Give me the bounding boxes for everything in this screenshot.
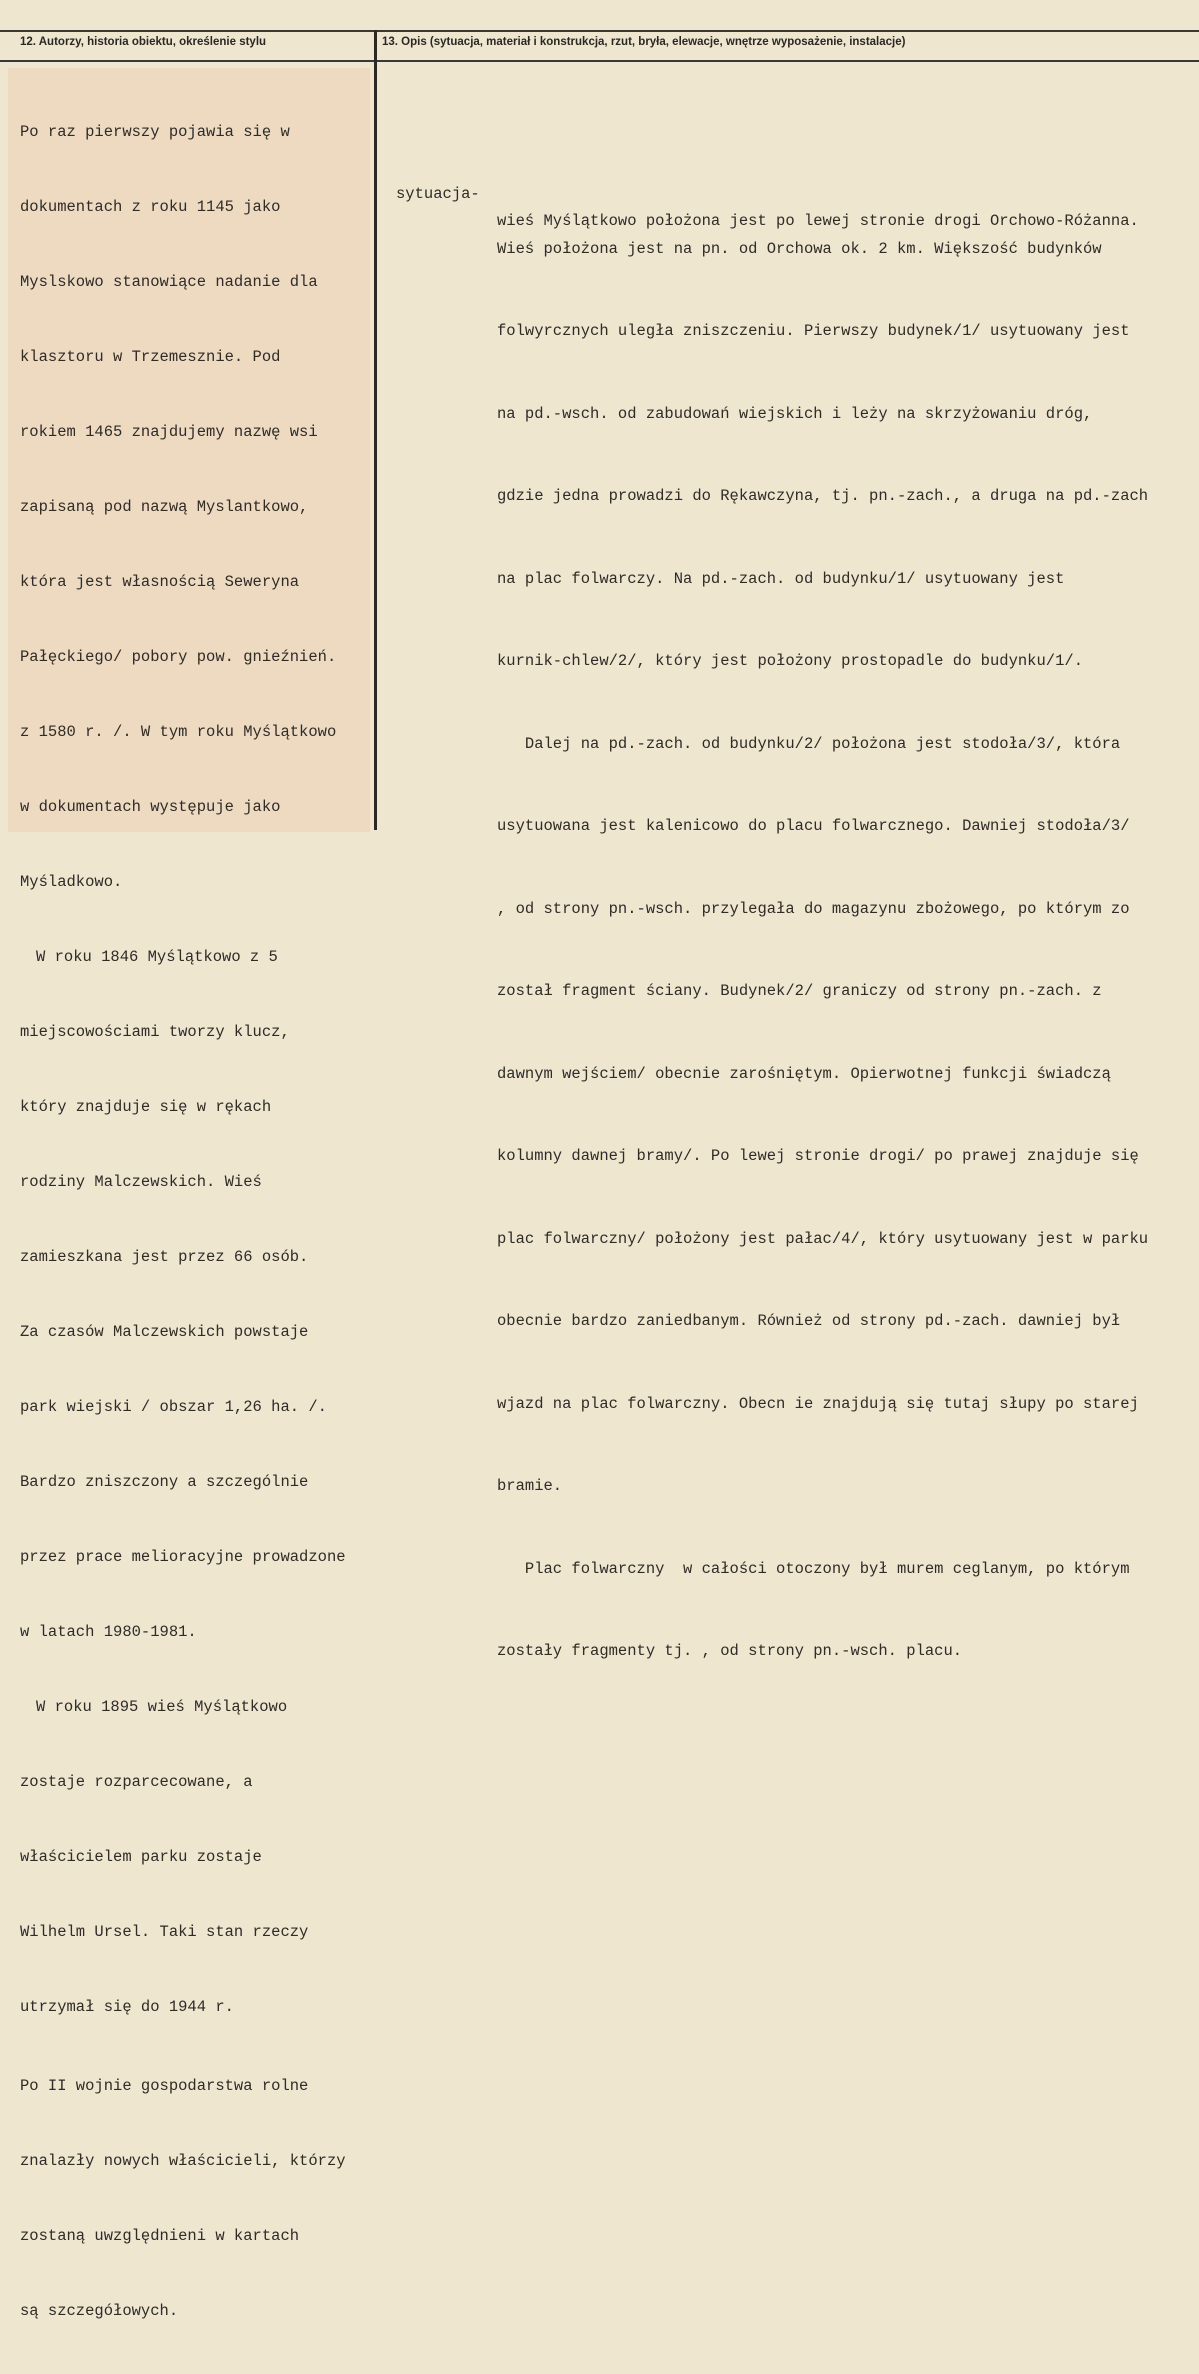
text-line <box>396 1143 1199 1171</box>
text-line <box>396 1473 1199 1501</box>
text-line-content: Plac folwarczny w całości otoczony był murem ceglanym, po którym <box>497 1559 1130 1578</box>
text-line: klasztoru w Trzemesznie. Pod <box>20 348 281 366</box>
text-line <box>396 318 1199 346</box>
text-line: Bardzo zniszczony a szczególnie <box>20 1473 309 1491</box>
text-line <box>396 896 1199 924</box>
text-line-content: Dalej na pd.-zach. od budynku/2/ położona jest stodoła/3/, która <box>497 734 1121 753</box>
text-line: Po raz pierwszy pojawia się w <box>20 123 290 141</box>
text-line-content: folwyrcznych uległa zniszczeniu. Pierwszy budynek/1/ usytuowany jest <box>497 322 1130 340</box>
top-rule <box>0 30 1199 32</box>
text-line <box>396 813 1199 841</box>
text-line: zapisaną pod nazwą Myslantkowo, <box>20 498 309 516</box>
text-line: zostaje rozparcecowane, a <box>20 1773 253 1791</box>
text-line-content: na pd.-wsch. od zabudowań wiejskich i leży na skrzyżowaniu dróg, <box>497 404 1093 423</box>
text-line-content: bramie. <box>497 1477 563 1495</box>
text-line-content: obecnie bardzo zaniedbanym. Również od strony pd.-zach. dawniej był <box>497 1312 1121 1330</box>
text-line-content: plac folwarczny/ położony jest pałac/4/, który usytuowany jest w parku <box>497 1229 1149 1248</box>
header-rule <box>0 60 1199 62</box>
text-line: miejscowościami tworzy klucz, <box>20 1023 290 1041</box>
text-line: rodziny Malczewskich. Wieś <box>20 1173 262 1191</box>
text-line-content: gdzie jedna prowadzi do Rękawczyna, tj. pn.-zach., a druga na pd.-zach <box>497 487 1149 505</box>
text-line: w dokumentach występuje jako <box>20 798 281 816</box>
text-line-content: wjazd na plac folwarczny. Obecn ie znajdują się tutaj słupy po starej <box>497 1394 1139 1413</box>
text-line <box>396 401 1199 429</box>
text-line <box>396 566 1199 594</box>
description-text <box>396 98 1199 1721</box>
text-line: przez prace melioracyjne prowadzone <box>20 1548 346 1566</box>
text-line: dokumentach z roku 1145 jako <box>20 198 281 216</box>
text-line-content: dawnym wejściem/ obecnie zarośniętym. Opierwotnej funkcji świadczą <box>497 1064 1111 1083</box>
text-line-content: został fragment ściany. Budynek/2/ graniczy od strony pn.-zach. z <box>497 982 1102 1000</box>
text-line-content: kolumny dawnej bramy/. Po lewej stronie drogi/ po prawej znajduje się <box>497 1147 1139 1165</box>
situation-label: sytuacja- <box>396 184 480 203</box>
text-line: właścicielem parku zostaje <box>20 1848 262 1866</box>
text-line: są szczegółowych. <box>20 2302 179 2320</box>
text-line: zostaną uwzględnieni w kartach <box>20 2227 300 2245</box>
text-line <box>396 1226 1199 1254</box>
text-line <box>396 153 1199 230</box>
text-line-content: , od strony pn.-wsch. przylegała do magazynu zbożowego, po którym zo <box>497 899 1130 918</box>
text-line: W roku 1895 wieś Myślątkowo <box>36 1698 288 1716</box>
text-line <box>396 1308 1199 1336</box>
text-line: Pałęckiego/ pobory pow. gnieźnień. <box>20 648 337 666</box>
text-line-content: kurnik-chlew/2/, który jest położony prostopadle do budynku/1/. <box>497 652 1083 670</box>
text-line-content: wieś Myślątkowo położona jest po lewej stronie drogi Orchowo-Różanna. <box>497 212 1139 230</box>
text-line: park wiejski / obszar 1,26 ha. /. <box>20 1398 327 1416</box>
text-line: Za czasów Malczewskich powstaje <box>20 1323 309 1341</box>
text-line: który znajduje się w rękach <box>20 1098 272 1116</box>
text-line: z 1580 r. /. W tym roku Myślątkowo <box>20 723 337 741</box>
text-line <box>396 1061 1199 1089</box>
text-line: utrzymał się do 1944 r. <box>20 1998 234 2016</box>
text-line <box>396 731 1199 759</box>
text-line: W roku 1846 Myślątkowo z 5 <box>36 948 278 966</box>
text-line: Myslskowo stanowiące nadanie dla <box>20 273 318 291</box>
text-line <box>396 1391 1199 1419</box>
text-line-content: na plac folwarczy. Na pd.-zach. od budynku/1/ usytuowany jest <box>497 569 1065 588</box>
text-line-content: usytuowana jest kalenicowo do placu folwarcznego. Dawniej stodoła/3/ <box>497 817 1130 835</box>
text-line: znalazły nowych właścicieli, którzy <box>20 2152 346 2170</box>
section-12-header: 12. Autorzy, historia obiektu, określenie stylu <box>20 36 267 48</box>
text-line: rokiem 1465 znajdujemy nazwę wsi <box>20 423 318 441</box>
text-line: Myśladkowo. <box>20 873 123 891</box>
text-line <box>396 1638 1199 1666</box>
text-line: zamieszkana jest przez 66 osób. <box>20 1248 309 1266</box>
text-line <box>396 483 1199 511</box>
text-line: Wilhelm Ursel. Taki stan rzeczy <box>20 1923 309 1941</box>
text-line: która jest własnością Seweryna <box>20 573 300 591</box>
text-line-content: Wieś położona jest na pn. od Orchowa ok. 2 km. Większość budynków <box>497 239 1102 258</box>
history-text <box>20 70 390 2374</box>
text-line <box>396 1556 1199 1584</box>
text-line <box>396 978 1199 1006</box>
section-13-header: 13. Opis (sytuacja, materiał i konstrukcja, rzut, bryła, elewacje, wnętrze wyposażenie, instalacje) <box>382 36 906 48</box>
text-line <box>396 236 1199 264</box>
text-line <box>396 648 1199 676</box>
text-line: w latach 1980-1981. <box>20 1623 197 1641</box>
text-line-content: zostały fragmenty tj. , od strony pn.-wsch. placu. <box>497 1642 963 1660</box>
text-line: Po II wojnie gospodarstwa rolne <box>20 2077 309 2095</box>
